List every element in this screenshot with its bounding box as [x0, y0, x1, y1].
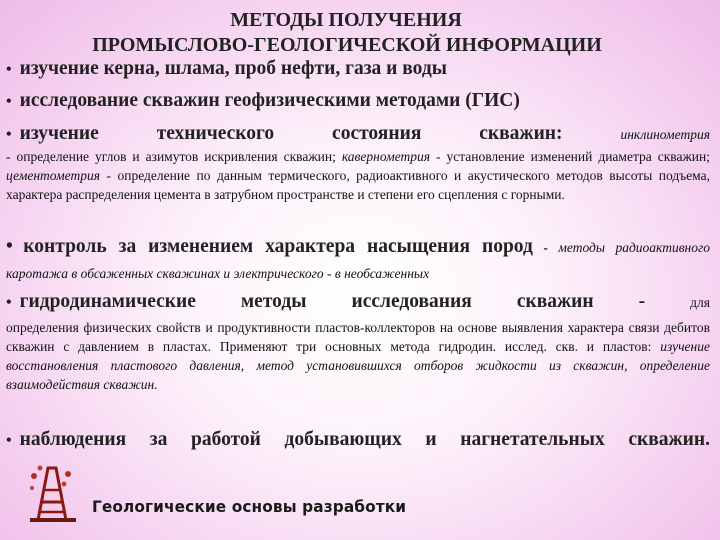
item-text: изучение керна, шлама, проб нефти, газа и воды [19, 58, 447, 79]
list-item-technical-state [6, 121, 710, 204]
item-body [6, 318, 710, 394]
item-body [6, 147, 710, 204]
dash: - [593, 291, 691, 312]
item-rest: методы радиоактивного каротажа в обсаженных скважинах и электрического - в необсаженных [6, 240, 711, 281]
item-text: исследование скважин геофизическими методами (ГИС) [19, 90, 520, 111]
text-fragment-italic: изучение восстановления пластового давления, метод установившихся отборов жидкости из скважин, определение взаимодействия скважин. [6, 339, 710, 392]
page-title-line1: МЕТОДЫ ПОЛУЧЕНИЯ [230, 9, 462, 31]
list-item-gis [6, 90, 710, 112]
list-item-observation [6, 427, 710, 454]
page-title-line2: ПРОМЫСЛОВО-ГЕОЛОГИЧЕСКОЙ ИНФОРМАЦИИ [92, 34, 602, 56]
item-head-line [6, 289, 710, 316]
item-rest-first-word: для [690, 295, 710, 310]
item-head: гидродинамические методы исследования скважин [19, 291, 594, 312]
bullet: • [6, 93, 12, 110]
list-item-core-study [6, 58, 710, 80]
item-text-content: наблюдения за работой добывающих и нагнетательных скважин. [19, 429, 710, 450]
list-item-saturation-control [6, 234, 710, 287]
text-fragment: - определение углов и азимутов искривления скважин; [6, 149, 342, 164]
item-head: изучение технического состояния скважин: [19, 123, 563, 144]
item-body [6, 234, 710, 287]
bullet: • [6, 432, 12, 449]
oil-rig-icon [26, 462, 80, 522]
item-head-line [6, 121, 710, 148]
item-head: контроль за изменением характера насыщения пород [23, 236, 533, 257]
text-fragment: - установление изменений диаметра скважин; [430, 149, 710, 164]
bullet: • [6, 126, 12, 143]
term-inclinometry: инклинометрия [620, 127, 710, 142]
bullet: • [6, 236, 13, 257]
dash: - [532, 240, 559, 255]
footer-title: Геологические основы разработки [92, 497, 407, 516]
bullet: • [6, 294, 12, 311]
term-cementometry: цементометрия [6, 168, 100, 183]
text-fragment: определения физических свойств и продуктивности пластов-коллекторов на основе выявления характера связи дебитов скважин с давлением в пластах. Применяют три основных метода гидродин. исслед. скв. и пластов: [6, 320, 710, 354]
text-fragment: - определение по данным термического, радиоактивного и акустического методов высоты подъема, характера распределения цемента в затрубном пространстве и степени его сцепления с горными. [6, 168, 710, 202]
term-cavernometry: кавернометрия [341, 149, 431, 164]
bullet: • [6, 61, 12, 78]
list-item-hydrodynamic [6, 289, 710, 394]
item-text [6, 427, 710, 454]
